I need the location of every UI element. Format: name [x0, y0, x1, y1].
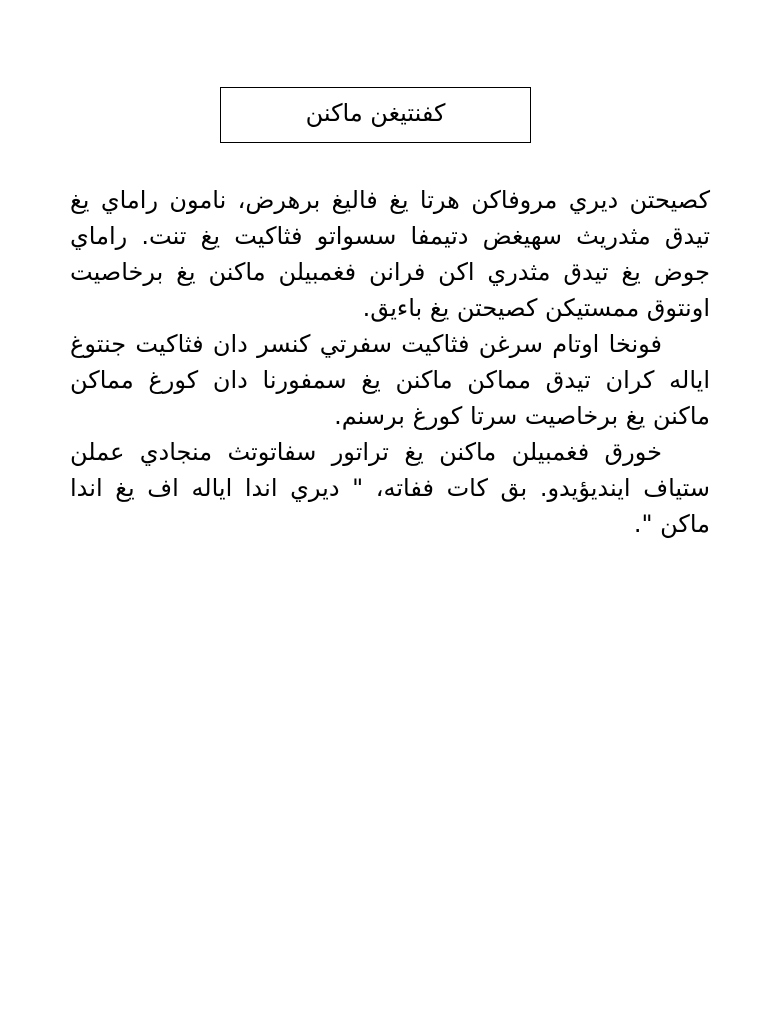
document-body	[70, 182, 710, 542]
document-title-box	[220, 87, 531, 143]
paragraph-1: كصيحتن ديري مروفاكن هرتا يغ فاليغ برهرض، نامون راماي يغ تيدق مثدريث سهيغض دتيمفا سسواتو فثاكيت يغ تنت. راماي جوض يغ تيدق مثدري اكن فرانن فغمبيلن ماكنن يغ برخاصيت اونتوق ممستيكن كصيحتن يغ باءيق.	[70, 186, 710, 322]
paragraph-3: خورق فغمبيلن ماكنن يغ تراتور سفاتوتث منجادي عملن ستياف ايندیؤيدو. بق كات ففاته، " ديري اندا اياله اف يغ اندا ماكن ".	[70, 438, 710, 538]
paragraph-2: فونخا اوتام سرغن فثاكيت سفرتي كنسر دان فثاكيت جنتوغ اياله كران تيدق مماكن ماكنن يغ سمفورنا دان كورغ مماكن ماكنن يغ برخاصيت سرتا كورغ برسنم.	[70, 330, 710, 430]
document-title: كفنتيغن ماكنن	[305, 99, 446, 127]
